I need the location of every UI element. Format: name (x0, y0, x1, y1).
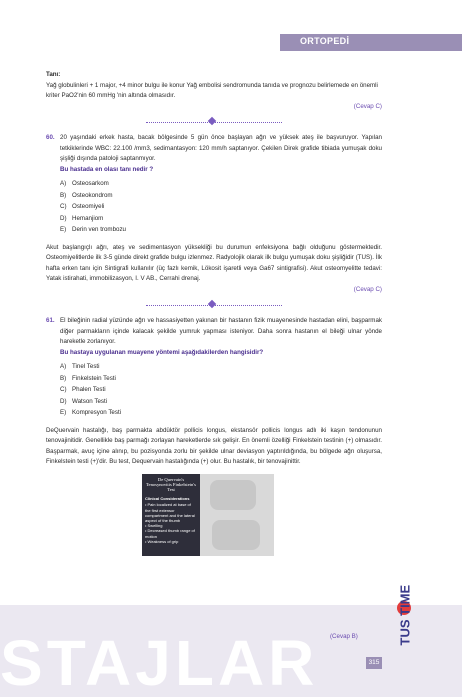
figure-heading: Clinical Considerations (145, 496, 190, 502)
option[interactable]: D) Hemanjiom (60, 214, 104, 222)
option[interactable]: C) Osteomiyeli (60, 203, 105, 210)
options-61 (60, 362, 382, 420)
finkelstein-figure (142, 474, 274, 556)
option[interactable]: C) Phalen Testi (60, 386, 106, 393)
question-number: 60. (46, 134, 55, 141)
logo-text: TUS TIME (397, 584, 413, 646)
divider (46, 117, 382, 127)
section-title: ORTOPEDİ (300, 36, 350, 46)
figure-bullet: • Swelling (145, 523, 163, 529)
options-60 (60, 179, 382, 237)
option[interactable]: A) Osteosarkom (60, 180, 109, 187)
figure-bullet: • Pain localized at base of the first extensor compartment and the lateral aspect of the thumb (145, 502, 195, 523)
prev-explanation: Yağ globulinleri + 1 major, +4 minor bulgu ile konur Yağ embolisi sendromunda tanıda ve prognozu belirlemede en önemli kriter PaO2'nin 60 mmHg 'nin altında olmasıdır. (46, 81, 378, 99)
divider (46, 300, 382, 310)
explanation-60: Akut başlangıçlı ağrı, ateş ve sedimentasyon yüksekliği bu durumun enfeksiyona bağlı olduğunu göstermektedir. Osteomiyelitlerde ilk 3-5 günde direkt grafide bulgu izlenmez. Radyolojik olarak ilk bulgu yumuşak doku şişliğidir (TUS). İlk hafta erken tanı için Sintigrafi kullanılır (üç fazlı kemik, Lökosit işaretli veya Ga67 sintigrafisi). Akut osteomyelitte tedavi: Yatak istirahati, immobilizasyon, I. V AB., Cerrahi drenaj. (46, 243, 382, 282)
figure-bullet: • Weakness of grip (145, 538, 179, 544)
watermark: STAJLAR (0, 627, 319, 699)
question-prompt: Bu hastada en olası tanı nedir ? (60, 165, 154, 173)
figure-bullet: • Decreased thumb range of motion (145, 528, 195, 539)
answer-60: (Cevap C) (353, 285, 382, 293)
fist-image (212, 520, 260, 550)
option[interactable]: B) Osteokondrom (60, 191, 113, 199)
hand-image (210, 480, 256, 510)
question-prompt: Bu hastaya uygulanan muayene yöntemi aşağıdakilerden hangisidir? (60, 348, 264, 356)
question-61 (46, 316, 382, 358)
question-text: 20 yaşındaki erkek hasta, bacak bölgesinde 5 gün önce başlayan ağrı ve yüksek ateş ile başvuruyor. Yapılan tetkiklerinde WBC: 22.100 /mm3, sedimantasyon: 120 mm/h saptanıyor. Çekilen Direk grafide tibiada yumuşak doku şişliği dışında patoloji saptanmıyor. (60, 134, 382, 162)
explanation-61: DeQuervain hastalığı, baş parmakta abdüktör pollicis longus, ekstansör pollicis longus adlı iki kaşın tendonunun tenovajinitidir. Genellikle baş parmağı zorlayan hareketlerde sık gelişir. En önemli özelliği Finkelstein testinin (+) olmasıdır. Başparmak, avuç içine alınıp, bu pozisyonda zorlu bir şekilde ulnar deviasyon yaptırıldığında, bu bölgede ağrı oluşursa, Finkelstein testi (+)'dir. Bu test, Dequervain hastalığında (+) olur. Bu hastalık, bir tenovajinittir. (46, 426, 382, 465)
figure-caption-panel (142, 474, 200, 556)
option[interactable]: E) Kompresyon Testi (60, 409, 122, 416)
tustime-logo (394, 573, 416, 651)
answer-61: (Cevap B) (330, 633, 358, 640)
page-content (46, 70, 382, 556)
question-60 (46, 133, 382, 175)
option[interactable]: D) Watson Testi (60, 397, 108, 405)
figure-title: De Quervain's Tenosynovitis Finkelstein's Test (146, 476, 196, 492)
prev-answer: (Cevap C) (353, 102, 382, 110)
page-number: 315 (366, 657, 382, 669)
diagnosis-label: Tanı: (46, 71, 61, 78)
option[interactable]: A) Tinel Testi (60, 363, 100, 370)
question-text: El bileğinin radial yüzünde ağrı ve hassasiyetten yakınan bir hastanın fizik muayenesinde hastadan elini, başparmak diğer parmakların içinde kalacak şekilde yumruk yapması isteniyor. Daha sonra hastanın el bileği ulnar yönde hareketle zorlanıyor. (60, 317, 382, 345)
question-number: 61. (46, 317, 55, 324)
option[interactable]: B) Finkelstein Testi (60, 374, 116, 382)
option[interactable]: E) Derin ven trombozu (60, 226, 126, 233)
